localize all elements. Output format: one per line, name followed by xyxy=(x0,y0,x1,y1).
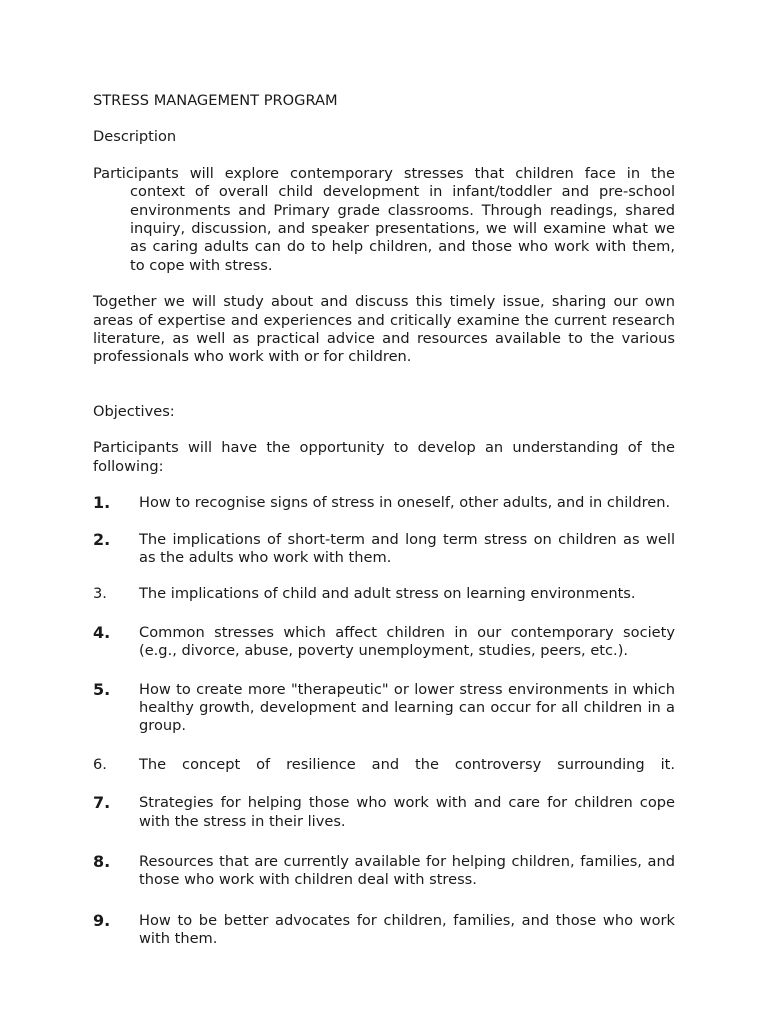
objective-text: How to create more "therapeutic" or lower stress environments in which healthy growth, development and learning can occur for all children in a group. xyxy=(139,680,675,735)
objective-text: How to be better advocates for children, families, and those who work with them. xyxy=(139,911,675,948)
objective-text: The implications of child and adult stress on learning environments. xyxy=(139,585,636,603)
objective-text: How to recognise signs of stress in oneself, other adults, and in children. xyxy=(139,494,671,512)
objective-item-2 xyxy=(93,531,675,568)
objective-text: Resources that are currently available for helping children, families, and those who work with children deal with stress. xyxy=(139,852,675,889)
objective-number: 4. xyxy=(93,622,111,642)
objective-number: 2. xyxy=(93,529,111,549)
objective-item-7 xyxy=(93,794,675,831)
objective-item-9 xyxy=(93,912,675,949)
objective-item-6 xyxy=(93,756,675,774)
document-title: STRESS MANAGEMENT PROGRAM xyxy=(93,92,338,109)
objective-item-3 xyxy=(93,585,675,603)
objective-text: The concept of resilience and the controversy surrounding it. xyxy=(139,755,675,773)
objectives-intro: Participants will have the opportunity to develop an understanding of the following: xyxy=(93,439,675,475)
objectives-heading: Objectives: xyxy=(93,402,175,420)
objective-number: 1. xyxy=(93,493,111,513)
objective-text: Common stresses which affect children in our contemporary society (e.g., divorce, abuse, poverty unemployment, studies, peers, etc.). xyxy=(139,623,675,660)
section-spacer xyxy=(93,385,675,403)
objective-number: 9. xyxy=(93,910,111,930)
objective-text: The implications of short-term and long term stress on children as well as the adults who work with them. xyxy=(139,530,675,566)
document-page xyxy=(93,92,675,949)
description-heading: Description xyxy=(93,128,177,146)
objective-number: 7. xyxy=(93,793,111,813)
objective-number: 8. xyxy=(93,851,111,871)
objective-number: 3. xyxy=(93,585,107,603)
objective-item-8 xyxy=(93,853,675,890)
objective-item-5 xyxy=(93,681,675,736)
objective-text: Strategies for helping those who work with and care for children cope with the stress in their lives. xyxy=(139,794,675,830)
objective-item-1 xyxy=(93,494,675,512)
objective-item-4 xyxy=(93,624,675,661)
objectives-list xyxy=(93,494,675,949)
objective-number: 5. xyxy=(93,679,111,699)
description-paragraph-2: Together we will study about and discuss this timely issue, sharing our own areas of expertise and experiences and critically examine the current research literature, as well as practical advice and resources available to the various professionals who work with or for children. xyxy=(93,293,675,366)
description-paragraph-1: Participants will explore contemporary stresses that children face in the context of overall child development in infant/toddler and pre-school environments and Primary grade classrooms. Through readings, shared inquiry, discussion, and speaker presentations, we will examine what we as caring adults can do to help children, and those who work with them, to cope with stress. xyxy=(93,164,675,274)
objective-number: 6. xyxy=(93,755,107,773)
